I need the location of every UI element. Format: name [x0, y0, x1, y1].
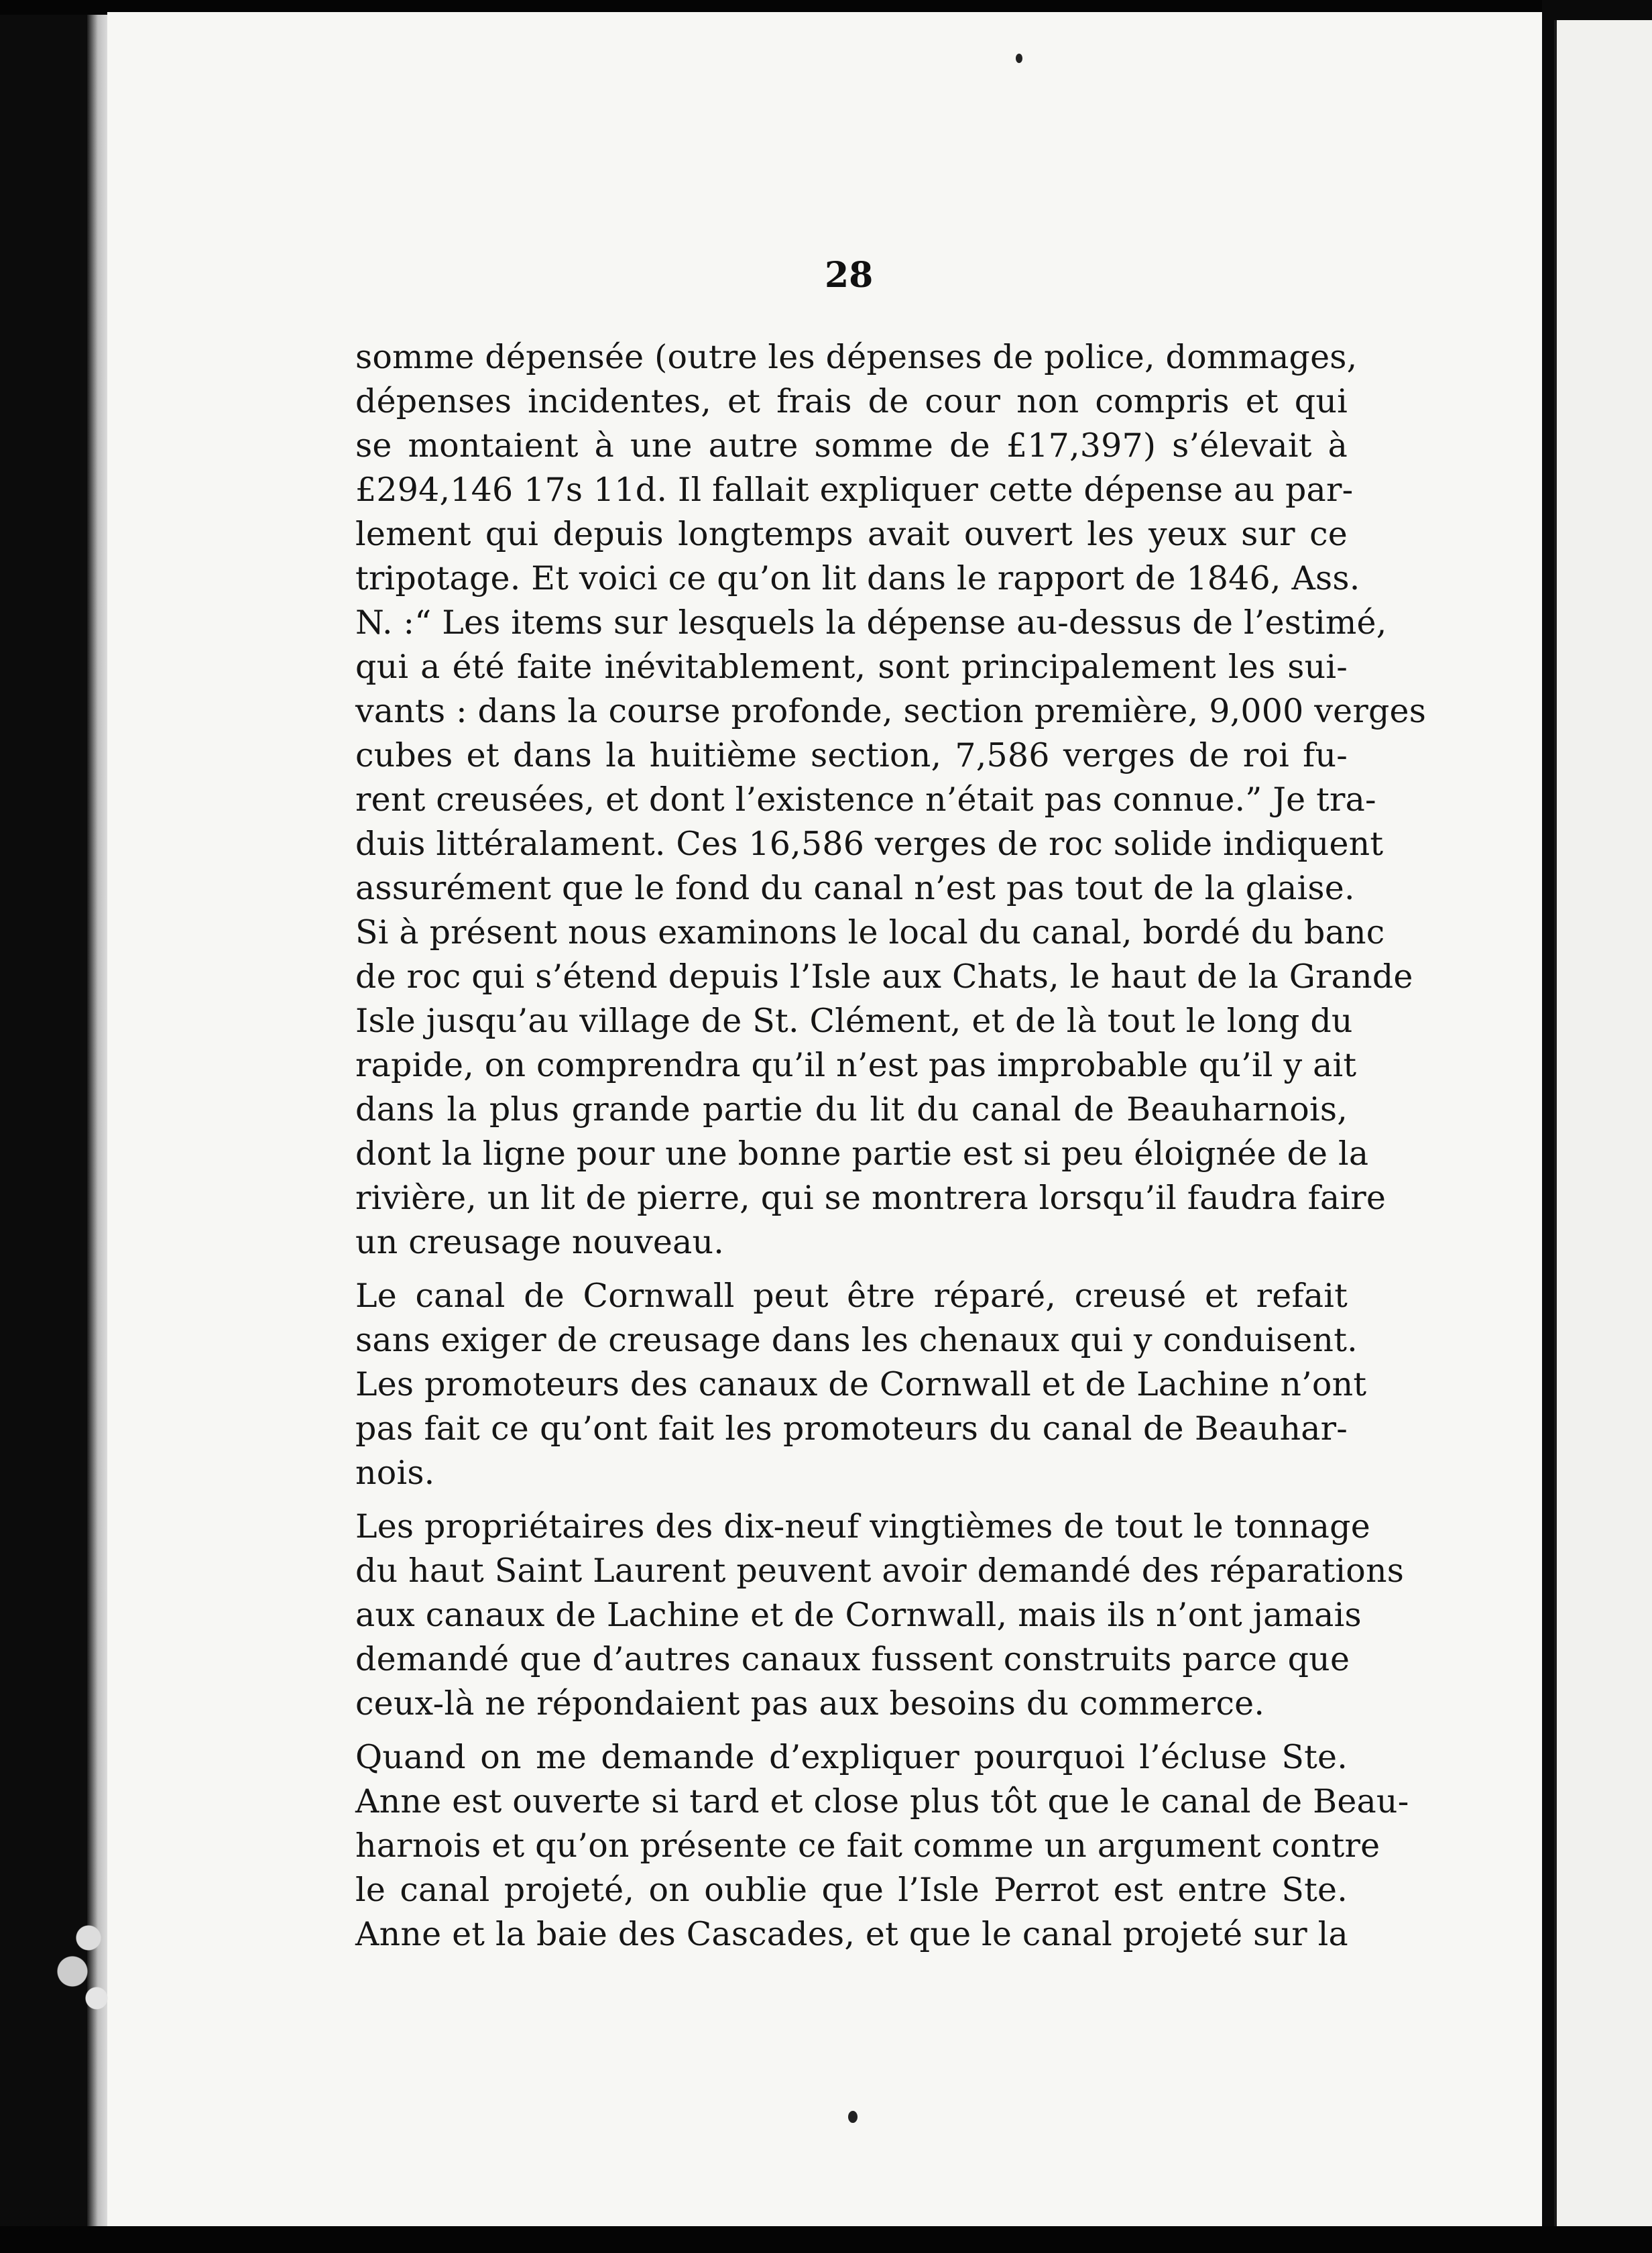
text-line: sans exiger de creusage dans les chenaux qui y conduisent. — [355, 1321, 1358, 1359]
text-line: dont la ligne pour une bonne partie est si peu éloignée de la — [355, 1135, 1369, 1173]
text-line: Si à présent nous examinons le local du canal, bordé du banc — [355, 913, 1385, 951]
text-line: rivière, un lit de pierre, qui se montrera lorsqu’il faudra faire — [355, 1179, 1386, 1217]
text-line: dépenses incidentes, et frais de cour non compris et qui — [355, 382, 1348, 420]
text-line: le canal projeté, on oublie que l’Isle Perrot est entre Ste. — [355, 1871, 1348, 1909]
text-line: cubes et dans la huitième section, 7,586 verges de roi fu- — [355, 736, 1348, 774]
text-line: dans la plus grande partie du lit du canal de Beauharnois, — [355, 1090, 1348, 1129]
dust-speck — [848, 2111, 858, 2123]
text-line: un creusage nouveau. — [355, 1223, 725, 1261]
text-line: Le canal de Cornwall peut être réparé, creusé et refait — [355, 1277, 1348, 1315]
text-line: de roc qui s’étend depuis l’Isle aux Chats, le haut de la Grande — [355, 958, 1413, 996]
text-line: assurément que le fond du canal n’est pas tout de la glaise. — [355, 869, 1355, 907]
text-line: rapide, on comprendra qu’il n’est pas improbable qu’il y ait — [355, 1046, 1357, 1084]
text-line: aux canaux de Lachine et de Cornwall, mais ils n’ont jamais — [355, 1596, 1362, 1634]
text-line: £294,146 17s 11d. Il fallait expliquer cette dépense au par- — [355, 471, 1354, 509]
text-line: Quand on me demande d’expliquer pourquoi l’écluse Ste. — [355, 1738, 1348, 1776]
text-line: vants : dans la course profonde, section première, 9,000 verges — [355, 692, 1427, 730]
torn-page-edge — [40, 1898, 121, 2032]
text-line: tripotage. Et voici ce qu’on lit dans le rapport de 1846, Ass. — [355, 559, 1360, 597]
text-line: pas fait ce qu’ont fait les promoteurs du canal de Beauhar- — [355, 1409, 1348, 1448]
bottom-scan-border — [0, 2226, 1652, 2253]
text-line: lement qui depuis longtemps avait ouvert les yeux sur ce — [355, 515, 1348, 553]
dust-speck — [1016, 54, 1022, 63]
page-number: 28 — [825, 255, 874, 296]
text-line: Isle jusqu’au village de St. Clément, et de là tout le long du — [355, 1002, 1353, 1040]
text-line: se montaient à une autre somme de £17,397) s’élevait à — [355, 426, 1348, 465]
text-line: harnois et qu’on présente ce fait comme un argument contre — [355, 1827, 1380, 1865]
text-line: Anne est ouverte si tard et close plus tôt que le canal de Beau- — [355, 1782, 1409, 1821]
text-line: duis littéralament. Ces 16,586 verges de roc solide indiquent — [355, 825, 1384, 863]
text-line: ceux-là ne répondaient pas aux besoins du commerce. — [355, 1684, 1265, 1723]
text-line: Les propriétaires des dix-neuf vingtièmes de tout le tonnage — [355, 1507, 1370, 1546]
text-line: rent creusées, et dont l’existence n’était pas connue.” Je tra- — [355, 781, 1376, 819]
text-line: Anne et la baie des Cascades, et que le canal projeté sur la — [355, 1915, 1348, 1953]
adjacent-page-edge — [1554, 20, 1652, 2233]
text-line: N. :“ Les items sur lesquels la dépense au-dessus de l’estimé, — [355, 603, 1387, 642]
text-line: demandé que d’autres canaux fussent construits parce que — [355, 1640, 1350, 1678]
text-line: nois. — [355, 1454, 435, 1492]
body-text — [355, 335, 1427, 1957]
text-line: somme dépensée (outre les dépenses de police, dommages, — [355, 338, 1358, 376]
text-line: du haut Saint Laurent peuvent avoir demandé des réparations — [355, 1552, 1405, 1590]
text-line: qui a été faite inévitablement, sont principalement les sui- — [355, 648, 1348, 686]
text-line: Les promoteurs des canaux de Cornwall et de Lachine n’ont — [355, 1365, 1367, 1403]
